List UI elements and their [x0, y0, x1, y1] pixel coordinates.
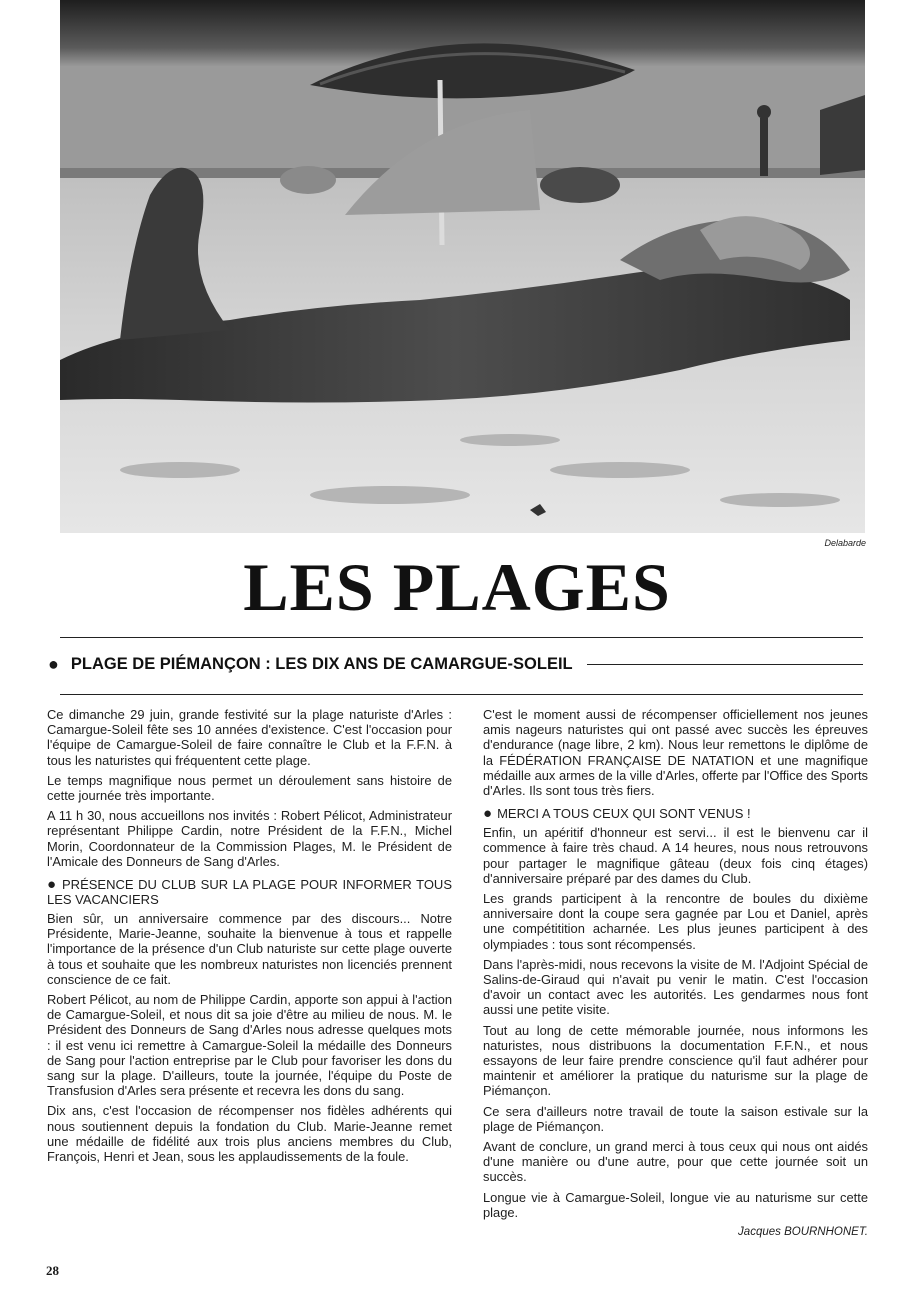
signature: Jacques BOURNHONET. [738, 1226, 868, 1239]
paragraph: Enfin, un apéritif d'honneur est servi... il est le bienvenu car il commence à faire très chaud. A 14 heures, nous nous retrouvons pour partager le magnifique gâteau (deux fois cinq étages) d'anniversaire préparé par des dames du Club. [483, 825, 868, 886]
paragraph: Dix ans, c'est l'occasion de récompenser nos fidèles adhérents qui nous soutiennent depuis la fondation du Club. Marie-Jeanne remet une médaille de fidélité aux trois plus anciens membres du Club, François, Henri et Jean, sous les applaudissements de la foule. [47, 1103, 452, 1165]
paragraph: Tout au long de cette mémorable journée, nous informons les naturistes, nous distribuons la documentation F.F.N., et nous essayons de leur faire prendre conscience qu'il faut adhérer pour maintenir et améliorer la pratique du naturisme sur la plage de Piémançon. [483, 1022, 868, 1099]
paragraph: Robert Pélicot, au nom de Philippe Cardin, apporte son appui à l'action de Camargue-Soleil, et nous dit sa joie d'être au milieu de nous. M. le Président des Donneurs de Sang d'Arles nous adresse quelques mots : il est venu ici remettre à Camargue-Soleil la médaille des Donneurs de Sang pour l'action entreprise par le Club pour favoriser les dons du sang sur la plage. D'ailleurs, toute la journée, l'équipe du Poste de Transfusion d'Arles sera présente et recevra les dons du sang. [47, 992, 452, 1099]
subhead-divider [587, 664, 863, 665]
beach-photo [60, 0, 865, 533]
paragraph: Ce sera d'ailleurs notre travail de toute la saison estivale sur la plage de Piémançon. [483, 1103, 868, 1134]
left-column [47, 707, 452, 1169]
section-subtitle: PLAGE DE PIÉMANÇON : LES DIX ANS DE CAMARGUE-SOLEIL [70, 654, 573, 673]
right-column [483, 707, 868, 1240]
paragraph: Les grands participent à la rencontre de boules du dixième anniversaire dont la coupe sera gagnée par Lou et Daniel, après une compétitition acharnée. Les plus jeunes participent à des olympiades : tous sont récompensés. [483, 891, 868, 952]
section-heading-text: PRÉSENCE DU CLUB SUR LA PLAGE POUR INFORMER TOUS LES VACANCIERS [47, 877, 452, 908]
section-heading-text: MERCI A TOUS CEUX QUI SONT VENUS ! [497, 806, 751, 822]
subhead-row [48, 652, 863, 676]
page-number: 28 [46, 1263, 59, 1278]
top-divider [60, 637, 863, 638]
paragraph: Le temps magnifique nous permet un déroulement sans histoire de cette journée très importante. [47, 772, 452, 804]
paragraph: Dans l'après-midi, nous recevons la visite de M. l'Adjoint Spécial de Salins-de-Giraud qui n'avait pu venir le matin. C'est l'occasion d'avoir un contact avec les autorités. Les gendarmes nous font aussi une petite visite. [483, 956, 868, 1018]
paragraph: Bien sûr, un anniversaire commence par des discours... Notre Présidente, Marie-Jeanne, souhaite la bienvenue à tous et rappelle l'importance de la présence d'un Club naturiste sur cette plage ouverte à tous et souhaite que les nombreux naturistes non licenciés prennent conscience de ce fait. [47, 911, 452, 987]
bottom-divider [60, 694, 863, 695]
bullet-icon: ● [47, 876, 58, 894]
bullet-icon: ● [483, 805, 493, 823]
section-heading [47, 877, 452, 907]
bullet-icon: ● [48, 653, 59, 674]
photo-credit: Delabarde [824, 538, 866, 548]
page-title: LES PLAGES [243, 549, 671, 625]
beach-photo-illustration [60, 0, 865, 533]
paragraph: C'est le moment aussi de récompenser officiellement nos jeunes amis nageurs naturistes qui ont passé avec succès les épreuves d'endurance (nage libre, 2 km). Nous leur remettons le diplôme de la FÉDÉRATION FRANÇAISE DE NATATION et une magnifique médaille aux armes de la ville d'Arles, offerte par l'Office des Sports d'Arles. Ils sont tous très fiers. [483, 707, 868, 799]
paragraph: Avant de conclure, un grand merci à tous ceux qui nous ont aidés d'une manière ou d'une autre, pour que cette journée soit un succès. [483, 1139, 868, 1185]
paragraph: Ce dimanche 29 juin, grande festivité sur la plage naturiste d'Arles : Camargue-Soleil fête ses 10 années d'existence. C'est l'occasion pour l'équipe de Camargue-Soleil de faire connaître le Club et la F.F.N. à tous les naturistes qui fréquentent cette plage. [47, 707, 452, 768]
section-heading [483, 806, 868, 821]
paragraph: Longue vie à Camargue-Soleil, longue vie au naturisme sur cette plage. [483, 1189, 868, 1220]
paragraph: A 11 h 30, nous accueillons nos invités : Robert Pélicot, Administrateur représentant Philippe Cardin, notre Président de la F.F.N., Michel Morin, Coordonnateur de la Commission Plages, M. le Président de l'Amicale des Donneurs de Sang d'Arles. [47, 808, 452, 869]
